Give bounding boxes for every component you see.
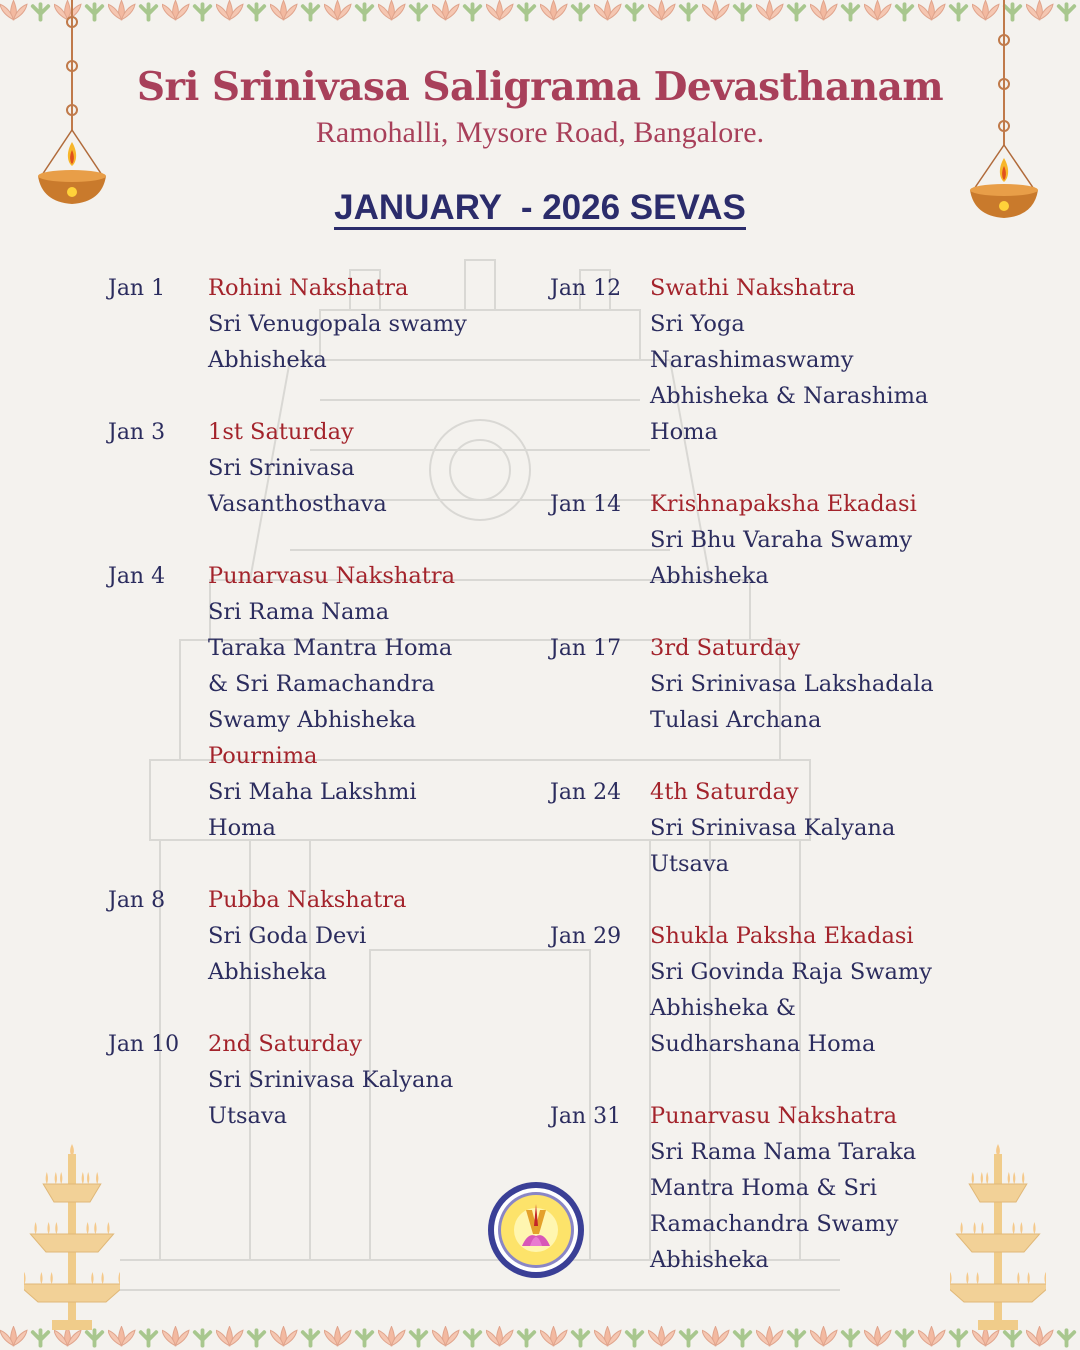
occasion-label: 2nd Saturday — [208, 1031, 363, 1057]
seva-list-left — [108, 270, 528, 1170]
lotus-border-icon — [756, 1326, 810, 1348]
seva-entry — [550, 630, 980, 738]
seva-description — [650, 774, 895, 882]
lotus-border-icon — [810, 1326, 864, 1348]
seva-description — [650, 270, 928, 450]
seva-entry — [550, 1098, 980, 1278]
temple-address: Ramohalli, Mysore Road, Bangalore. — [315, 116, 765, 149]
seva-line: Homa — [650, 419, 718, 445]
seva-date: Jan 10 — [108, 1032, 180, 1057]
lotus-border-icon — [486, 0, 540, 22]
seva-line: & Sri Ramachandra — [208, 671, 435, 697]
seva-entry — [108, 558, 528, 846]
temple-emblem-icon — [486, 1180, 586, 1280]
seva-entry — [550, 774, 980, 882]
seva-line: Vasanthosthava — [208, 491, 387, 517]
seva-line: Sri Maha Lakshmi — [208, 779, 417, 805]
seva-entry — [108, 414, 528, 522]
seva-list-right — [550, 270, 980, 1314]
seva-description — [208, 558, 455, 846]
seva-date: Jan 12 — [550, 276, 622, 301]
seva-line: Mantra Homa & Sri — [650, 1175, 877, 1201]
seva-description — [650, 486, 917, 594]
seva-line: Abhisheka — [208, 959, 327, 985]
seva-line: Abhisheka & Narashima — [650, 383, 929, 409]
seva-line: Sri Rama Nama Taraka — [650, 1139, 917, 1165]
seva-description — [208, 1026, 453, 1134]
lotus-border-icon — [486, 1326, 540, 1348]
tiered-deepa-stand-icon-left — [24, 1144, 120, 1334]
occasion-label: 3rd Saturday — [650, 635, 801, 661]
lotus-border-icon — [702, 1326, 756, 1348]
seva-description — [650, 630, 934, 738]
tiered-deepa-stand-icon-right — [950, 1144, 1046, 1334]
lotus-border-icon — [702, 0, 756, 22]
seva-line: Narashimaswamy — [650, 347, 854, 373]
occasion-label: Punarvasu Nakshatra — [650, 1103, 898, 1129]
lotus-border-icon — [378, 1326, 432, 1348]
seva-line: Tulasi Archana — [650, 707, 822, 733]
seva-description — [208, 882, 406, 990]
month-heading-text: JANUARY - 2026 SEVAS — [334, 188, 746, 230]
occasion-label: Pournima — [208, 743, 318, 769]
seva-line: Abhisheka — [650, 1247, 769, 1273]
seva-date: Jan 3 — [108, 420, 166, 445]
seva-line: Sri Venugopala swamy — [208, 311, 467, 337]
lotus-border-icon — [864, 0, 918, 22]
lotus-border-icon — [540, 1326, 594, 1348]
lotus-border-icon — [756, 0, 810, 22]
occasion-label: Swathi Nakshatra — [650, 275, 856, 301]
lotus-border-icon — [810, 0, 864, 22]
lotus-border-icon — [216, 0, 270, 22]
seva-line: Sri Srinivasa Kalyana — [650, 815, 896, 841]
seva-date: Jan 14 — [550, 492, 622, 517]
seva-line: Taraka Mantra Homa — [208, 635, 453, 661]
seva-entry — [108, 1026, 528, 1134]
lotus-border-icon — [270, 1326, 324, 1348]
seva-line: Abhisheka — [208, 347, 327, 373]
seva-line: Sri Rama Nama — [208, 599, 390, 625]
seva-date: Jan 29 — [550, 924, 622, 949]
seva-entry — [550, 270, 980, 450]
lotus-border-icon — [864, 1326, 918, 1348]
lotus-border-icon — [216, 1326, 270, 1348]
seva-date: Jan 24 — [550, 780, 622, 805]
seva-line: Homa — [208, 815, 276, 841]
occasion-label: Shukla Paksha Ekadasi — [650, 923, 914, 949]
lotus-border-icon — [594, 0, 648, 22]
occasion-label: Krishnapaksha Ekadasi — [650, 491, 917, 517]
lotus-border-bottom — [0, 1326, 1080, 1350]
lotus-border-icon — [270, 0, 324, 22]
lotus-border-icon — [324, 0, 378, 22]
seva-date: Jan 4 — [108, 564, 166, 589]
seva-line: Abhisheka & — [650, 995, 796, 1021]
seva-line: Sri Srinivasa Kalyana — [208, 1067, 454, 1093]
occasion-label: Rohini Nakshatra — [208, 275, 409, 301]
lotus-border-icon — [162, 1326, 216, 1348]
seva-description — [650, 918, 932, 1062]
occasion-label: Pubba Nakshatra — [208, 887, 407, 913]
lotus-border-icon — [432, 0, 486, 22]
lotus-border-icon — [648, 1326, 702, 1348]
temple-name: Sri Srinivasa Saligrama Devasthanam — [136, 64, 944, 110]
seva-line: Sri Srinivasa — [208, 455, 355, 481]
seva-date: Jan 17 — [550, 636, 622, 661]
seva-date: Jan 31 — [550, 1104, 622, 1129]
lotus-border-top — [0, 0, 1080, 24]
seva-description — [208, 270, 467, 378]
lotus-border-icon — [648, 0, 702, 22]
seva-date: Jan 8 — [108, 888, 166, 913]
lotus-border-icon — [594, 1326, 648, 1348]
header — [0, 64, 1080, 150]
seva-entry — [108, 882, 528, 990]
lotus-border-icon — [162, 0, 216, 22]
seva-line: Sri Govinda Raja Swamy — [650, 959, 932, 985]
month-heading — [0, 188, 1080, 228]
seva-line: Utsava — [208, 1103, 288, 1129]
occasion-label: 4th Saturday — [650, 779, 799, 805]
lotus-border-icon — [108, 0, 162, 22]
occasion-label: 1st Saturday — [208, 419, 354, 445]
lotus-border-icon — [378, 0, 432, 22]
seva-entry — [108, 270, 528, 378]
seva-description — [208, 414, 387, 522]
seva-line: Sri Goda Devi — [208, 923, 367, 949]
seva-line: Sudharshana Homa — [650, 1031, 876, 1057]
seva-description — [650, 1098, 916, 1278]
seva-line: Sri Yoga — [650, 311, 745, 337]
seva-line: Sri Srinivasa Lakshadala — [650, 671, 934, 697]
lotus-border-icon — [324, 1326, 378, 1348]
seva-line: Utsava — [650, 851, 730, 877]
lotus-border-icon — [918, 0, 972, 22]
lotus-border-icon — [432, 1326, 486, 1348]
seva-date: Jan 1 — [108, 276, 166, 301]
seva-entry — [550, 486, 980, 594]
lotus-border-icon — [540, 0, 594, 22]
seva-line: Abhisheka — [650, 563, 769, 589]
seva-line: Swamy Abhisheka — [208, 707, 417, 733]
seva-line: Sri Bhu Varaha Swamy — [650, 527, 913, 553]
occasion-label: Punarvasu Nakshatra — [208, 563, 456, 589]
seva-line: Ramachandra Swamy — [650, 1211, 899, 1237]
seva-entry — [550, 918, 980, 1062]
